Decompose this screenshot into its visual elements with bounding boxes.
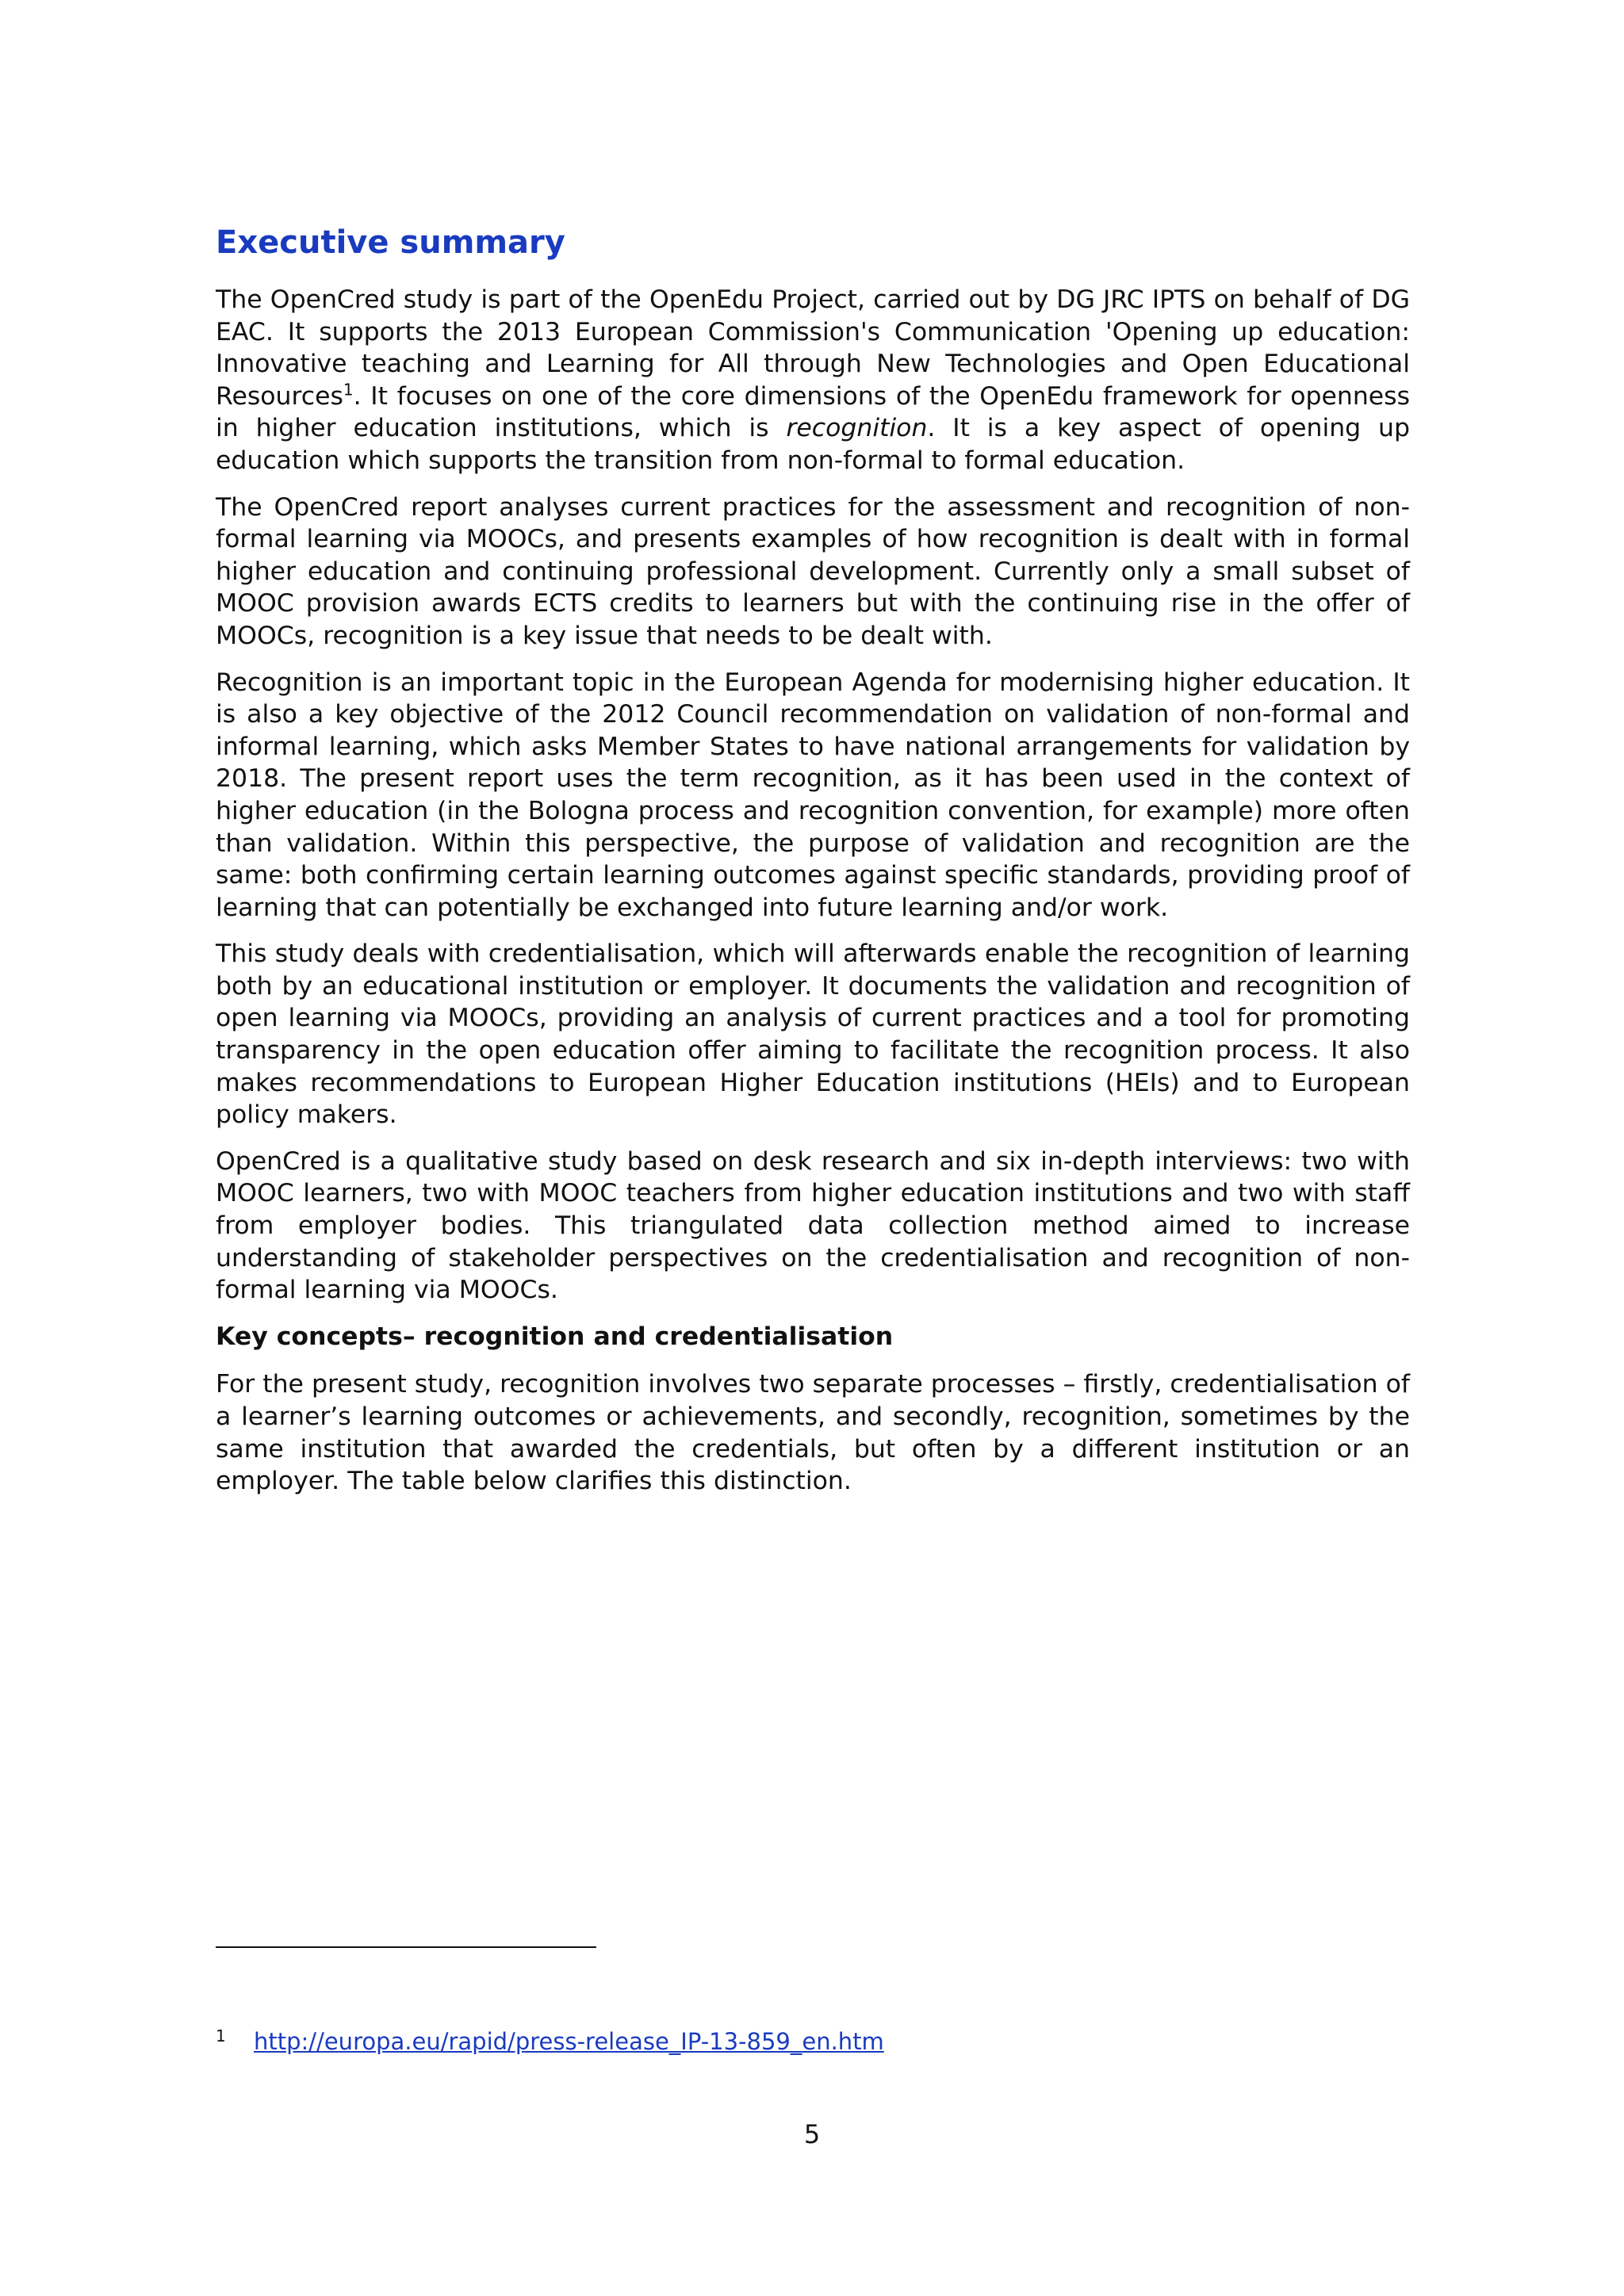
paragraph-key-concepts: For the present study, recognition involves two separate processes – firstly, credentialisation of a learner’s learning outcomes or achievements, and secondly, recognition, sometimes by the same institution that awarded the credentials, but often by a different institution or an employer. The table below clarifies this distinction. — [216, 1370, 1410, 1496]
paragraph-recognition: Recognition is an important topic in the European Agenda for modernising higher education. It is also a key objective of the 2012 Council recommendation on validation of non-formal and informal learning, which asks Member States to have national arrangements for validation by 2018. The present report uses the term recognition, as it has been used in the context of higher education (in the Bologna process and recognition convention, for example) more often than validation. Within this perspective, the purpose of validation and recognition are the same: both confirming certain learning outcomes against specific standards, providing proof of learning that can potentially be exchanged into future learning and/or work. — [216, 668, 1410, 922]
page-title: Executive summary — [216, 224, 565, 261]
paragraph-intro-text-a: The OpenCred study is part of the OpenEdu Project, carried out by DG JRC IPTS on behalf of DG EAC. It supports the 2013 European Commission's Communication 'Opening up education: Innovative teaching and Learning for All through New Technologies and Open Educational Resources — [216, 285, 1410, 411]
paragraph-credentialisation: This study deals with credentialisation, which will afterwards enable the recognition of learning both by an educational institution or employer. It documents the validation and recognition of open learning via MOOCs, providing an analysis of current practices and a tool for promoting transparency in the open education offer aiming to facilitate the recognition process. It also makes recommendations to European Higher Education institutions (HEIs) and to European policy makers. — [216, 939, 1410, 1130]
page-number: 5 — [803, 2119, 821, 2149]
footnote-reference[interactable]: 1 — [343, 380, 354, 400]
footnote-divider — [216, 1946, 596, 1948]
paragraph-report: The OpenCred report analyses current practices for the assessment and recognition of non-formal learning via MOOCs, and presents examples of how recognition is dealt with in formal higher education and continuing professional development. Currently only a small subset of MOOC provision awards ECTS credits to learners but with the continuing rise in the offer of MOOCs, recognition is a key issue that needs to be dealt with. — [216, 492, 1410, 650]
paragraph-intro-italic: recognition — [786, 414, 928, 443]
page-content — [216, 219, 1410, 1512]
footnote-link[interactable]: http://europa.eu/rapid/press-release_IP-13-859_en.htm — [254, 2028, 884, 2055]
section-subheading: Key concepts– recognition and credentialisation — [216, 1322, 894, 1351]
paragraph-intro-text-c: . It is a key aspect of opening up education which supports the transition from non-formal to formal education. — [216, 414, 1410, 475]
paragraph-intro — [216, 284, 1410, 477]
footnote — [216, 2026, 884, 2057]
paragraph-intro-text-b: . It focuses on one of the core dimensions of the OpenEdu framework for openness in higher education institutions, which is — [216, 381, 1410, 443]
footnote-mark: 1 — [216, 2026, 226, 2045]
paragraph-methodology: OpenCred is a qualitative study based on desk research and six in-depth interviews: two with MOOC learners, two with MOOC teachers from higher education institutions and two with staff from employer bodies. This triangulated data collection method aimed to increase understanding of stakeholder perspectives on the credentialisation and recognition of non-formal learning via MOOCs. — [216, 1146, 1410, 1305]
